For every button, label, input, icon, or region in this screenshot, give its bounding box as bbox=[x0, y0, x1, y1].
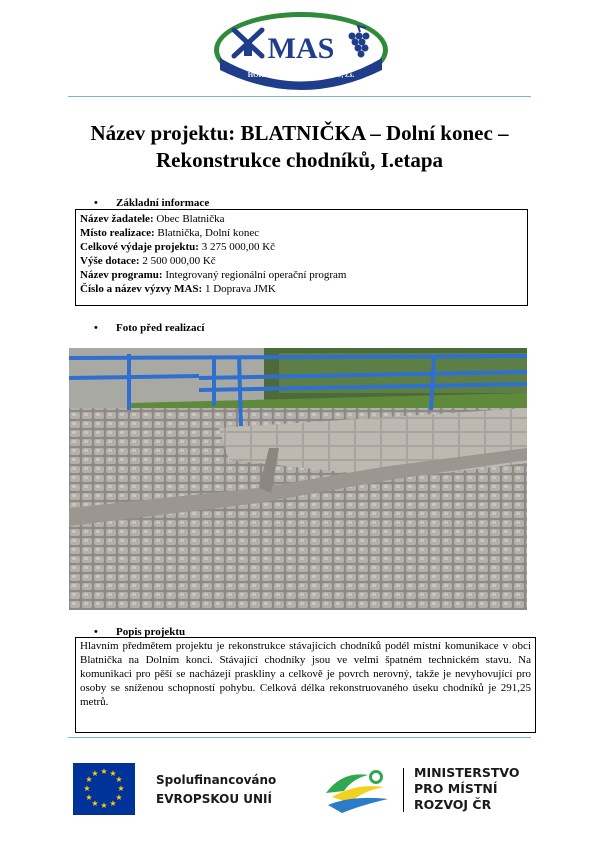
svg-text:★: ★ bbox=[115, 793, 123, 802]
mmr-divider bbox=[403, 768, 404, 812]
svg-text:★: ★ bbox=[115, 775, 123, 784]
svg-text:★: ★ bbox=[109, 799, 117, 808]
bullet-icon: • bbox=[94, 197, 98, 209]
svg-text:★: ★ bbox=[83, 784, 91, 793]
info-row: Celkové výdaje projektu: 3 275 000,00 Kč bbox=[80, 241, 276, 253]
svg-text:★: ★ bbox=[91, 799, 99, 808]
mas-logo bbox=[212, 10, 390, 92]
svg-text:★: ★ bbox=[100, 801, 108, 810]
logo-subtitle: HORŇÁCKO A OSTROŽSKO, z.s. bbox=[247, 71, 355, 79]
description-heading: • Popis projektu bbox=[94, 626, 186, 638]
ministry-text: MINISTERSTVO PRO MÍSTNÍ ROZVOJ ČR bbox=[414, 765, 520, 812]
svg-text:★: ★ bbox=[100, 767, 108, 776]
svg-text:★: ★ bbox=[85, 793, 93, 802]
title-line-2: Rekonstrukce chodníků, I.etapa bbox=[155, 148, 444, 172]
logo-text: MAS bbox=[267, 32, 335, 65]
mmr-logo-icon bbox=[322, 765, 394, 815]
description-box bbox=[75, 637, 536, 733]
footer-divider bbox=[68, 737, 531, 738]
basic-info-box bbox=[75, 209, 528, 306]
sidewalk-photo bbox=[69, 348, 527, 610]
svg-text:★: ★ bbox=[109, 769, 117, 778]
info-row: Název žadatele: Obec Blatnička bbox=[80, 213, 225, 225]
info-row: Název programu: Integrovaný regionální operační program bbox=[80, 269, 347, 281]
header-divider bbox=[68, 96, 531, 97]
title-line-1: Název projektu: BLATNIČKA – Dolní konec – bbox=[90, 121, 509, 145]
photo-heading: • Foto před realizací bbox=[94, 322, 205, 334]
bullet-icon: • bbox=[94, 626, 98, 638]
bullet-icon: • bbox=[94, 322, 98, 334]
svg-text:★: ★ bbox=[91, 769, 99, 778]
eu-flag-icon bbox=[73, 763, 135, 815]
info-row: Místo realizace: Blatnička, Dolní konec bbox=[80, 227, 260, 239]
info-row: Výše dotace: 2 500 000,00 Kč bbox=[80, 255, 216, 267]
page-title bbox=[40, 120, 559, 174]
basic-info-heading: • Základní informace bbox=[94, 197, 210, 209]
svg-text:★: ★ bbox=[117, 784, 125, 793]
svg-text:★: ★ bbox=[85, 775, 93, 784]
info-row: Číslo a název výzvy MAS: 1 Doprava JMK bbox=[80, 283, 276, 295]
description-text: Hlavním předmětem projektu je rekonstrukce stávajících chodníků podél místní komunikace v obci Blatnička na Dolním konci. Stávající chodníky jsou ve velmi špatném technickém stavu. Na komunikaci pro pěší se nacházejí praskliny a celkově je povrch nerovný, takže je nevyhovující pro osoby se sníženou schopností pohybu. Celková délka rekonstruovaného úseku chodníků je 291,25 metrů. bbox=[80, 640, 531, 708]
eu-cofinancing-text: Spolufinancováno EVROPSKOU UNIÍ bbox=[156, 773, 277, 806]
